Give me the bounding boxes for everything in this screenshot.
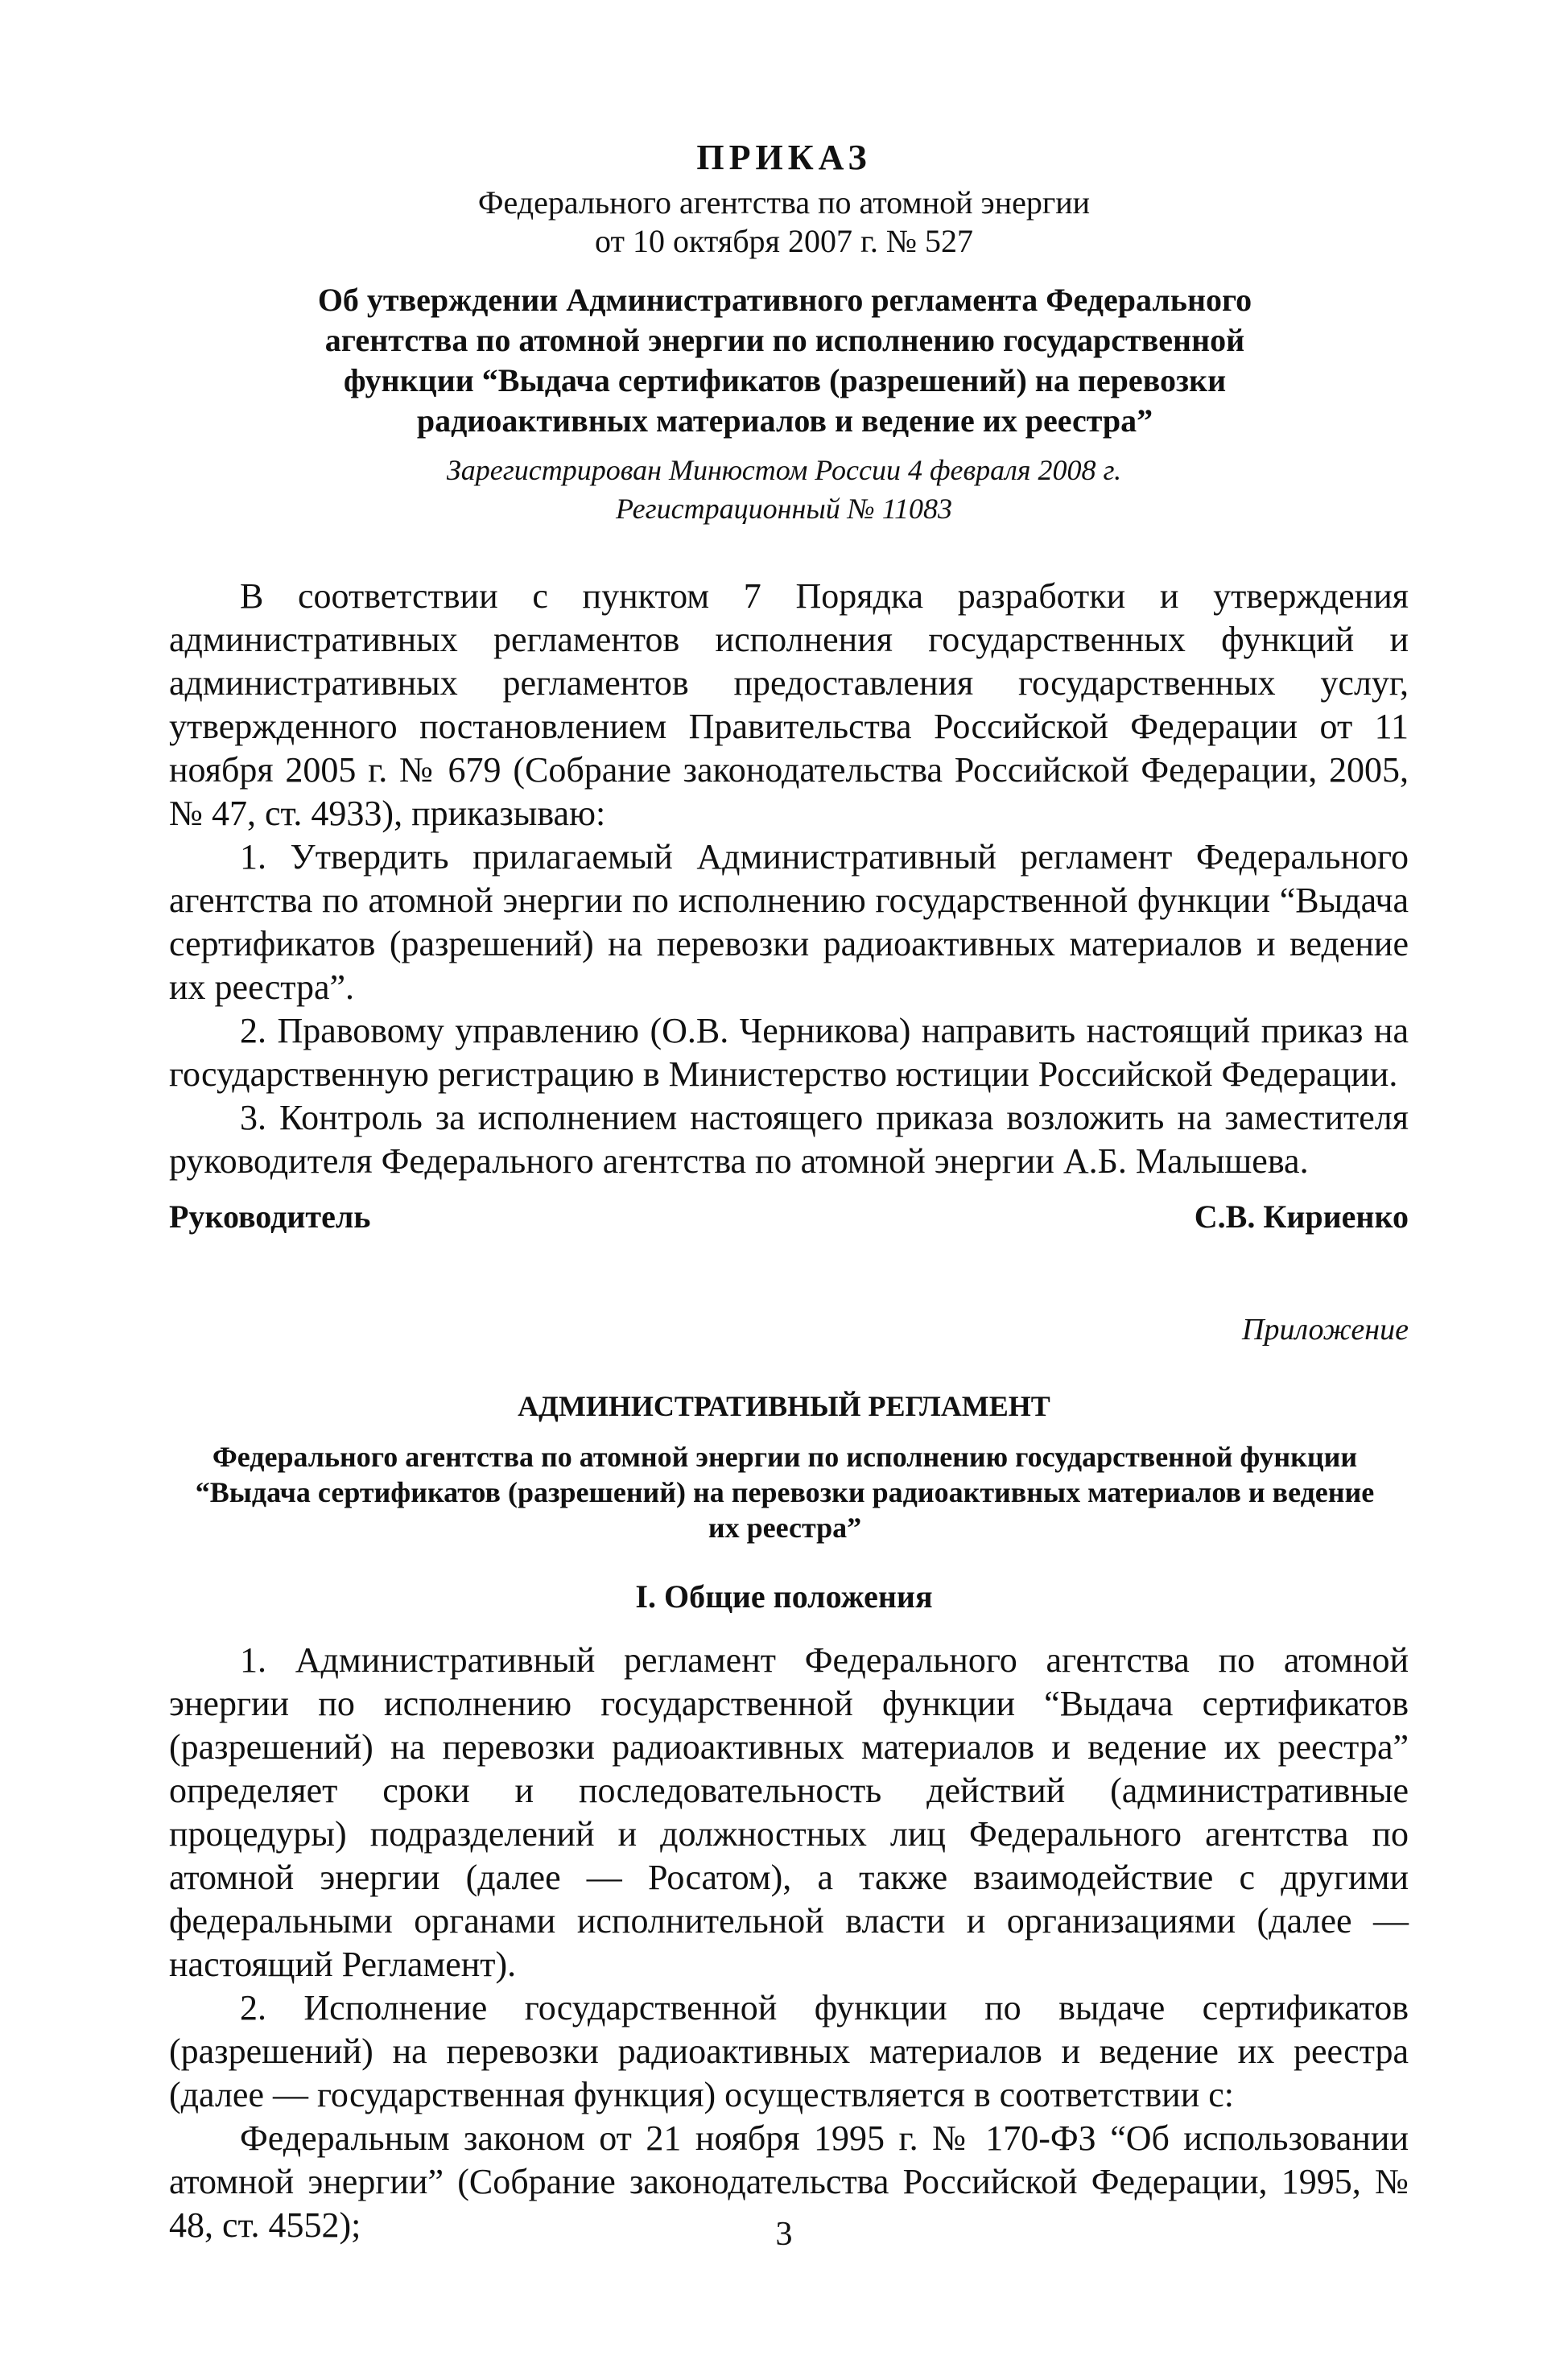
order-preamble: В соответствии с пунктом 7 Порядка разработки и утверждения административных регламентов исполнения государственных функций и административных регламентов предоставления государственных услуг, утвержденного постановлением Правительства Российской Федерации от 11 ноября 2005 г. № 679 (Собрание законодательства Российской Федерации, 2005, № 47, ст. 4933), приказываю: — [169, 576, 1409, 833]
signature-block — [169, 1198, 1409, 1235]
order-subject: Об утверждении Административного регламента Федерального агентства по атомной энергии по исполнению государственной функции “Выдача сертификатов (разрешений) на перевозки радиоактивных материалов и ведение их реестра” — [317, 282, 1252, 439]
regulation-para-1: 1. Административный регламент Федерального агентства по атомной энергии по исполнению государственной функции “Выдача сертификатов (разрешений) на перевозки радиоактивных материалов и ведение их реестра” определяет сроки и последовательность действий (административные процедуры) подразделений и должностных лиц Федерального агентства по атомной энергии (далее — Росатом), а также взаимодействие с другими федеральными органами исполнительной власти и организациями (далее — настоящий Регламент). — [169, 1640, 1409, 1984]
agency-name: Федерального агентства по атомной энергии — [477, 184, 1091, 221]
order-body — [169, 575, 1409, 1183]
order-title: ПРИКАЗ — [696, 138, 872, 177]
registration-line: Зарегистрирован Минюстом России 4 февраля 2008 г. — [446, 454, 1122, 486]
signatory-position: Руководитель — [169, 1198, 371, 1235]
order-item-2: 2. Правовому управлению (О.В. Черникова) направить настоящий приказ на государственную регистрацию в Министерство юстиции Российской Федерации. — [169, 1011, 1409, 1094]
regulation-subtitle: Федерального агентства по атомной энергии по исполнению государственной функции “Выдача сертификатов (разрешений) на перевозки радиоактивных материалов и ведение их реестра” — [195, 1441, 1375, 1544]
signatory-name: С.В. Кириенко — [1194, 1198, 1409, 1235]
order-item-1: 1. Утвердить прилагаемый Административный регламент Федерального агентства по атомной энергии по исполнению государственной функции “Выдача сертификатов (разрешений) на перевозки радиоактивных материалов и ведение их реестра”. — [169, 837, 1409, 1007]
regulation-title: АДМИНИСТРАТИВНЫЙ РЕГЛАМЕНТ — [518, 1390, 1050, 1422]
registration-number: Регистрационный № 11083 — [615, 493, 953, 525]
registration-block — [0, 451, 1568, 528]
order-date-number: от 10 октября 2007 г. № 527 — [594, 223, 974, 259]
section-heading: I. Общие положения — [635, 1578, 933, 1615]
agency-block — [0, 184, 1568, 261]
page-number: 3 — [775, 2216, 793, 2253]
regulation-body — [169, 1639, 1409, 2247]
regulation-para-2: 2. Исполнение государственной функции по выдаче сертификатов (разрешений) на перевозки радиоактивных материалов и ведение их реестра (далее — государственная функция) осуществляется в соответствии с: — [169, 1988, 1409, 2114]
regulation-para-3: Федеральным законом от 21 ноября 1995 г. № 170-ФЗ “Об использовании атомной энергии” (Собрание законодательства Российской Федерации, 1995, № 48, ст. 4552); — [169, 2118, 1409, 2245]
order-item-3: 3. Контроль за исполнением настоящего приказа возложить на заместителя руководителя Федерального агентства по атомной энергии А.Б. Малышева. — [169, 1098, 1409, 1181]
appendix-label: Приложение — [1242, 1313, 1409, 1347]
